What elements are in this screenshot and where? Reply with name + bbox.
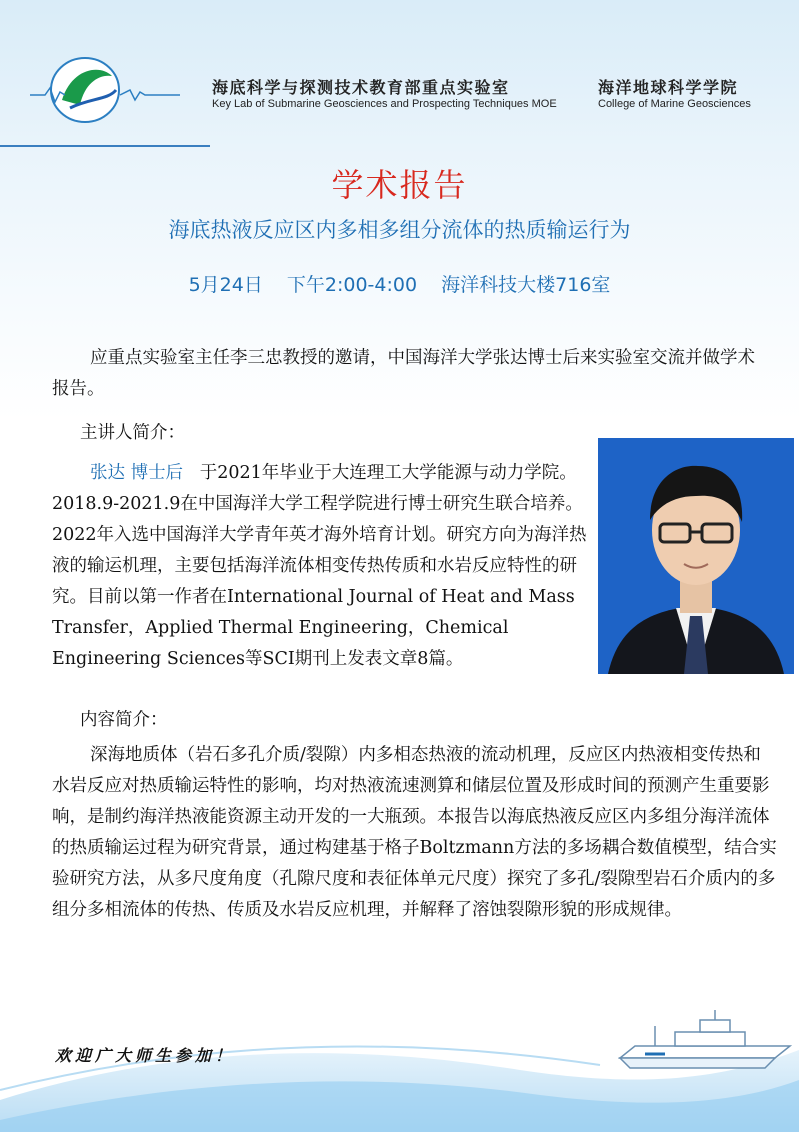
event-meta [0, 270, 799, 297]
lab-name-en: Key Lab of Submarine Geosciences and Prospecting Techniques MOE [212, 98, 557, 110]
page-title: 学术报告 [331, 166, 468, 204]
research-vessel-icon [615, 1010, 795, 1082]
speaker-section-title: 主讲人简介： [80, 423, 185, 443]
lab-emblem-icon [30, 50, 180, 125]
content-section-title: 内容简介： [80, 710, 168, 730]
header [0, 50, 799, 130]
report-subtitle: 海底热液反应区内多相多组分流体的热质输运行为 [168, 218, 631, 242]
speaker-name: 张达 博士后 [90, 463, 184, 483]
speaker-bio-text: 于2021年毕业于大连理工大学能源与动力学院。2018.9-2021.9在中国海洋大学工程学院进行博士研究生联合培养。2022年入选中国海洋大学青年英才海外培育计划。研究方向为海洋热液的输运机理，主要包括海洋流体相变传热传质和水岩反应特性的研究。目前以第一作者在International Journal of Heat and Mass Transfer，Applied Thermal Engineering，Chemical Engineering Sciences等SCI期刊上发表文章8篇。 [52, 463, 587, 669]
content-text: 深海地质体（岩石多孔介质/裂隙）内多相态热液的流动机理，反应区内热液相变传热和水岩反应对热质输运特性的影响，均对热液流速测算和储层位置及形成时间的预测产生重要影响，是制约海洋热液能资源主动开发的一大瓶颈。本报告以海底热液反应区内多组分海洋流体的热质输运过程为研究背景，通过构建基于格子Boltzmann方法的多场耦合数值模型，结合实验研究方法，从多尺度角度（孔隙尺度和表征体单元尺度）探究了多孔/裂隙型岩石介质内的多组分多相流体的传热、传质及水岩反应机理，并解释了溶蚀裂隙形貌的形成规律。 [52, 745, 777, 920]
speaker-bio [52, 458, 600, 675]
header-divider-line [0, 145, 210, 147]
welcome-text: 欢迎广大师生参加！ [55, 1046, 236, 1065]
invitation-text: 应重点实验室主任李三忠教授的邀请，中国海洋大学张达博士后来实验室交流并做学术报告。 [52, 348, 755, 399]
lab-name-cn: 海底科学与探测技术教育部重点实验室 [212, 78, 510, 97]
event-time: 下午2:00-4:00 [286, 274, 418, 296]
college-name-cn: 海洋地球科学学院 [598, 78, 739, 97]
event-location: 海洋科技大楼716室 [441, 274, 611, 296]
college-name-en: College of Marine Geosciences [598, 98, 751, 110]
speaker-portrait [598, 438, 794, 674]
event-date: 5月24日 [188, 274, 263, 296]
